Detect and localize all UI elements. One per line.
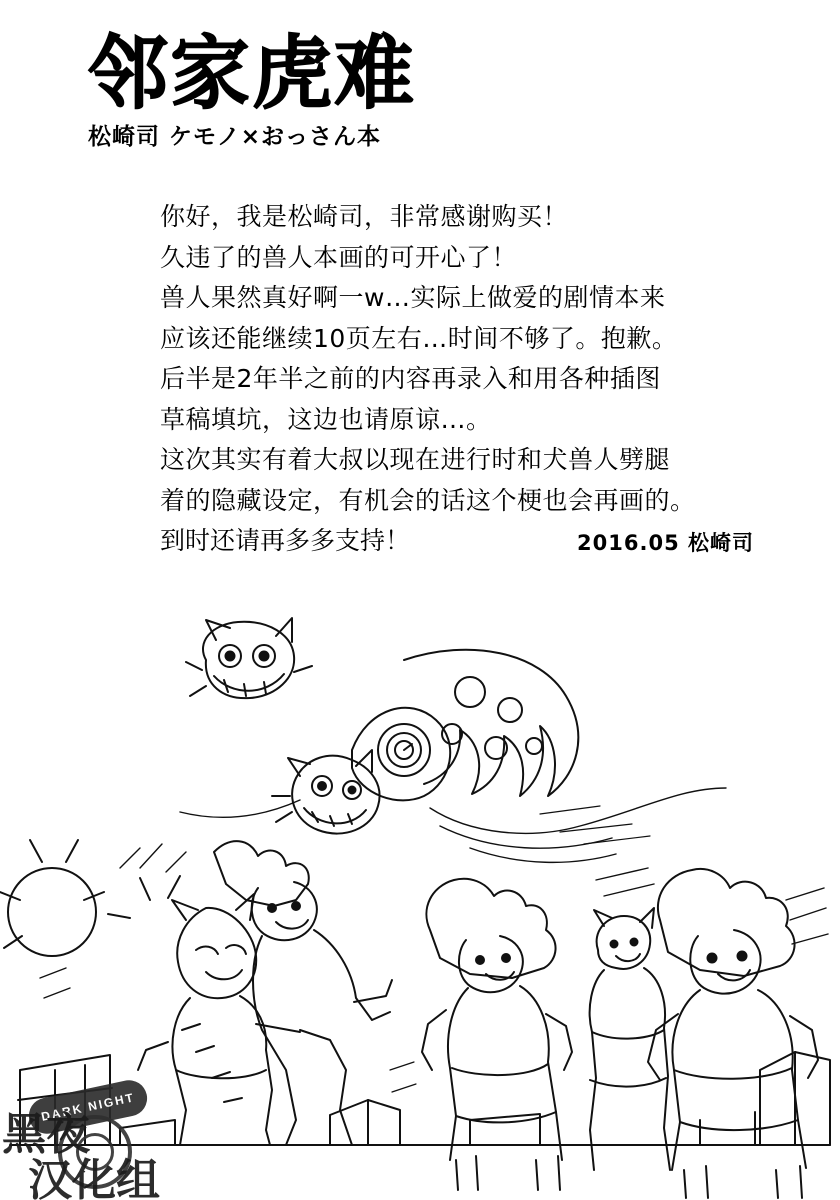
afterword-line: 后半是2年半之前的内容再录入和用各种插图 (160, 364, 661, 393)
afterword-line: 你好，我是松崎司，非常感谢购买！ (160, 202, 569, 231)
watermark-text (2, 1109, 160, 1200)
afterword-last-line: 到时还请再多多支持！ (160, 526, 411, 555)
page-title: 邻家虎难 (88, 27, 416, 120)
afterword-line: 草稿填坑，这边也请原谅…。 (160, 404, 492, 434)
afterword-line: 这次其实有着大叔以现在进行时和犬兽人劈腿 (160, 445, 671, 474)
afterword-line: 久违了的兽人本画的可开心了！ (160, 242, 518, 272)
afterword-line: 着的隐藏设定，有机会的话这个梗也会再画的。 (160, 485, 696, 515)
watermark-badge: DARK NIGHT (26, 1077, 151, 1137)
page-subtitle: 松崎司 ケモノ×おっさん本 (88, 124, 382, 150)
afterword-line: 应该还能继续10页左右…时间不够了。抱歉。 (160, 323, 678, 353)
afterword-text (160, 200, 760, 558)
afterword-line: 兽人果然真好啊一w…实际上做爱的剧情本来 (160, 283, 666, 312)
watermark-line-2: 汉化组 (28, 1155, 160, 1200)
signature-row (160, 524, 760, 558)
title-block (88, 27, 528, 151)
author-signature: 2016.05 松崎司 (577, 531, 754, 555)
watermark-line-1: 黑夜 (2, 1109, 90, 1160)
scanlation-watermark (0, 1085, 190, 1200)
